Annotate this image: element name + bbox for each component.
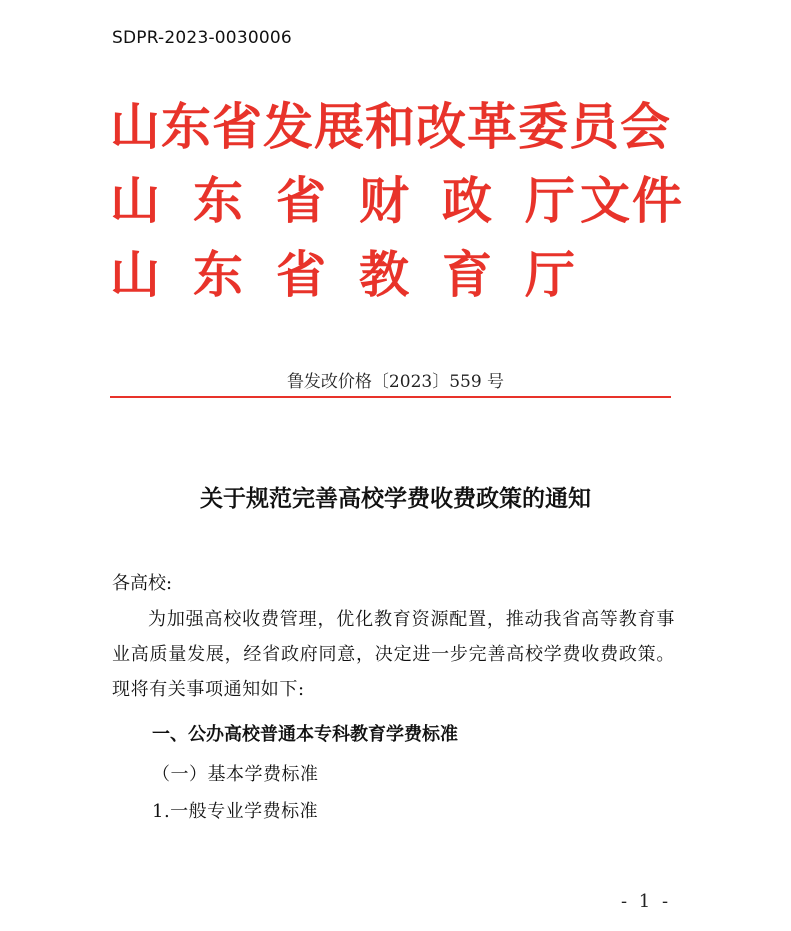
page-number: - 1 - bbox=[621, 891, 672, 912]
document-code: SDPR-2023-0030006 bbox=[112, 28, 292, 48]
issuer-line-2: 山东省财政厅 bbox=[110, 172, 608, 230]
salutation: 各高校: bbox=[112, 573, 173, 594]
intro-paragraph: 为加强高校收费管理，优化教育资源配置，推动我省高等教育事业高质量发展，经省政府同意，决定进一步完善高校学费收费政策。现将有关事项通知如下: bbox=[112, 609, 675, 700]
issuer-line-1: 山东省发展和改革委员会 bbox=[110, 98, 671, 156]
document-title: 关于规范完善高校学费收费政策的通知 bbox=[200, 485, 591, 512]
red-divider bbox=[110, 396, 671, 398]
section-heading-1: 一、公办高校普通本专科教育学费标准 bbox=[152, 724, 458, 745]
document-number: 鲁发改价格〔2023〕559 号 bbox=[286, 372, 505, 392]
subsection-heading-1: （一）基本学费标准 bbox=[152, 764, 319, 785]
document-suffix: 文件 bbox=[580, 172, 684, 230]
issuer-line-3: 山东省教育厅 bbox=[110, 246, 608, 304]
item-heading-1: 1.一般专业学费标准 bbox=[152, 801, 319, 822]
